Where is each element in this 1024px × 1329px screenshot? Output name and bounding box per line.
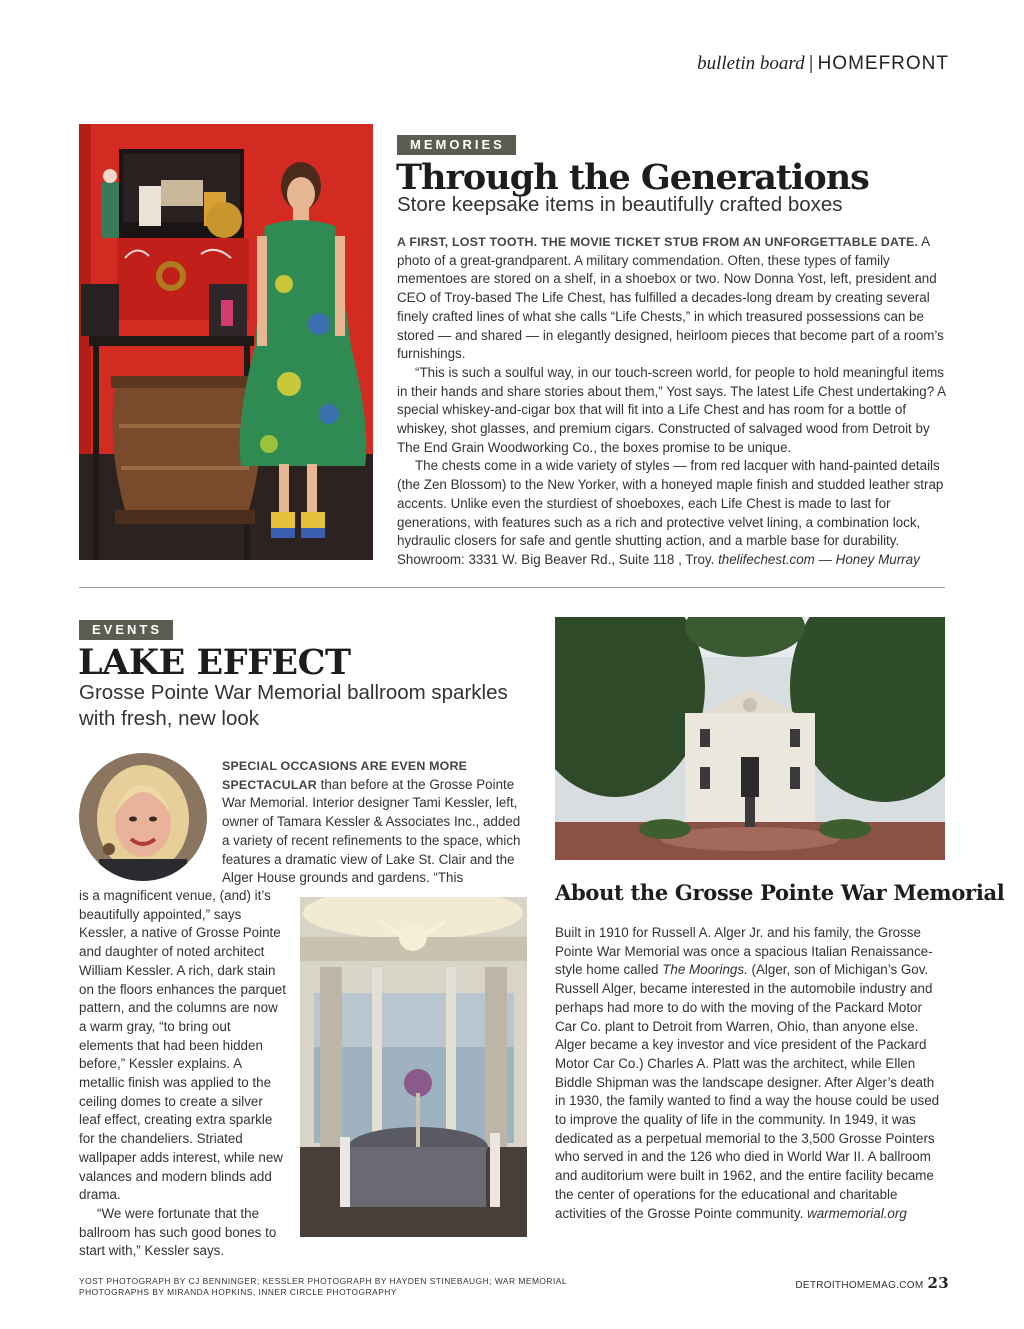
events-tag: EVENTS <box>79 620 173 640</box>
lifechest-url[interactable]: thelifechest.com <box>718 551 815 567</box>
memories-byline: — Honey Murray <box>818 551 920 567</box>
photo-credits-line-2: PHOTOGRAPHS BY MIRANDA HOPKINS, INNER CIRCLE PHOTOGRAPHY <box>79 1286 397 1297</box>
yost-photo-illustration <box>79 124 373 560</box>
memories-tag: MEMORIES <box>397 135 516 155</box>
memories-body <box>397 233 947 570</box>
running-head <box>697 53 949 75</box>
section-rule <box>79 587 945 588</box>
section-name: bulletin board <box>697 53 805 74</box>
sidebar-paragraph <box>555 924 947 1223</box>
sidebar-body <box>555 924 947 1223</box>
sidebar-text-2: (Alger, son of Michigan’s Gov. Russell Alger, became interested in the automobile industry and perhaps had more to do with the moving of the Packard Motor Car Co. plant to Detroit from Warren, Ohio, than anyone else. Alger became a key investor and vice president of the Packard Motor Car Co.) Charles A. Platt was the architect, while Ellen Biddle Shipman was the landscape designer. After Alger’s death in 1930, the family wanted to find a way the house could be used to improve the quality of life in the community. In 1949, it was dedicated as a perpetual memorial to the 3,500 Grosse Pointers who served in and the 126 who died in World War II. A ballroom and auditorium were built in 1962, and the entire facility became the center of operations for the educational and charitable activities of the Grosse Pointe community. <box>555 962 940 1221</box>
memories-dek: Store keepsake items in beautifully crafted boxes <box>397 193 843 216</box>
events-p1-text: than before at the Grosse Pointe War Memorial. Interior designer Tami Kessler, left, owner of Tamara Kessler & Associates Inc., added a variety of recent refinements to the space, which features a dramatic view of Lake St. Clair and the Alger House grounds and gardens. “This <box>222 776 521 886</box>
yost-photo <box>79 124 373 560</box>
magazine-site[interactable]: DETROITHOMEMAG.COM <box>795 1280 924 1291</box>
memories-p3-text: The chests come in a wide variety of styles — from red lacquer with hand-painted details (the Zen Blossom) to the New Yorker, with a honeyed maple finish and studded leather strap accents. Unlike even the sturdiest of shoeboxes, each Life Chest is made to last for generations, with features such as a rich and protective velvet lining, a combination lock, hydraulic closers for safe and gentle shutting action, and a marble base for durability. Showroom: 3331 W. Big Beaver Rd., Suite 118 , Troy. <box>397 458 944 567</box>
folio <box>795 1274 949 1292</box>
department-name: HOMEFRONT <box>817 53 949 74</box>
events-body-continued <box>79 887 287 1261</box>
events-headline: LAKE EFFECT <box>78 642 351 683</box>
kessler-portrait-illustration <box>79 753 207 881</box>
warmemorial-url[interactable]: warmemorial.org <box>807 1205 907 1221</box>
memories-p1-text: A photo of a great-grandparent. A military commendation. Often, these types of family mementoes are stored on a shelf, in a shoebox or two. Now Donna Yost, left, president and CEO of Troy-based The Life Chest, has fulfilled a decades-long dream by creating several finely crafted lines of what she calls “Life Chests,” in which treasured possessions can be stored — and shared — in elegantly designed, heirloom pieces that become part of a room’s furnishings. <box>397 234 944 362</box>
memories-headline: Through the Generations <box>396 157 869 198</box>
photo-credits <box>79 1276 599 1297</box>
ballroom-photo-illustration <box>300 897 527 1237</box>
photo-credits-line-1: YOST PHOTOGRAPH BY CJ BENNINGER; KESSLER PHOTOGRAPH BY HAYDEN STINEBAUGH; WAR MEMORIAL <box>79 1276 568 1286</box>
kessler-portrait <box>79 753 207 881</box>
events-dek-line-1: Grosse Pointe War Memorial ballroom sparkles <box>79 681 508 704</box>
ballroom-photo <box>300 897 527 1237</box>
memories-paragraph-2: “This is such a soulful way, in our touch-screen world, for people to hold meaningful items in their hands and share stories about them,” Yost says. The latest Life Chest undertaking? A special whiskey-and-cigar box that will fit into a Life Chest and has room for a bottle of whiskey, shot glasses, and premium cigars. Constructed of salvaged wood from Detroit by The End Grain Woodworking Co., the boxes promise to be unique. <box>397 364 946 455</box>
section-divider: | <box>808 53 814 74</box>
events-lead: SPECIAL OCCASIONS ARE EVEN MORE SPECTACULAR <box>222 759 468 792</box>
memories-paragraph-3 <box>397 457 947 569</box>
sidebar-text-1: Built in 1910 for Russell A. Alger Jr. and his family, the Grosse Pointe War Memorial was once a spacious Italian Renaissance-style home called <box>555 925 933 978</box>
sidebar-headline: About the Grosse Pointe War Memorial <box>555 880 1005 905</box>
events-body-top <box>222 757 527 888</box>
events-paragraph-1-continued: is a magnificent venue, (and) it’s beautifully appointed,” says Kessler, a native of Grosse Pointe and daughter of noted architect William Kessler. A rich, dark stain on the floors enhances the parquet pattern, and the columns are now a warm gray, “to bring out elements that had been hidden before,” Kessler explains. A metallic finish was applied to the ceiling domes to create a silver leaf effect, creating extra sparkle for the chandeliers. Striated wallpaper adds interest, while new valances and modern blinds add drama. <box>79 888 286 1203</box>
memories-paragraph-1 <box>397 233 947 364</box>
home-name: The Moorings. <box>662 962 748 978</box>
events-paragraph-2: “We were fortunate that the ballroom has such good bones to start with,” Kessler says. <box>79 1205 277 1259</box>
memories-lead: A FIRST, LOST TOOTH. THE MOVIE TICKET STUB FROM AN UNFORGETTABLE DATE. <box>397 235 919 249</box>
war-memorial-photo-illustration <box>555 617 945 860</box>
page-number: 23 <box>927 1274 949 1292</box>
events-dek-line-2: with fresh, new look <box>79 707 260 730</box>
events-paragraph-1 <box>222 757 527 888</box>
war-memorial-photo <box>555 617 945 860</box>
events-dek <box>79 680 539 732</box>
